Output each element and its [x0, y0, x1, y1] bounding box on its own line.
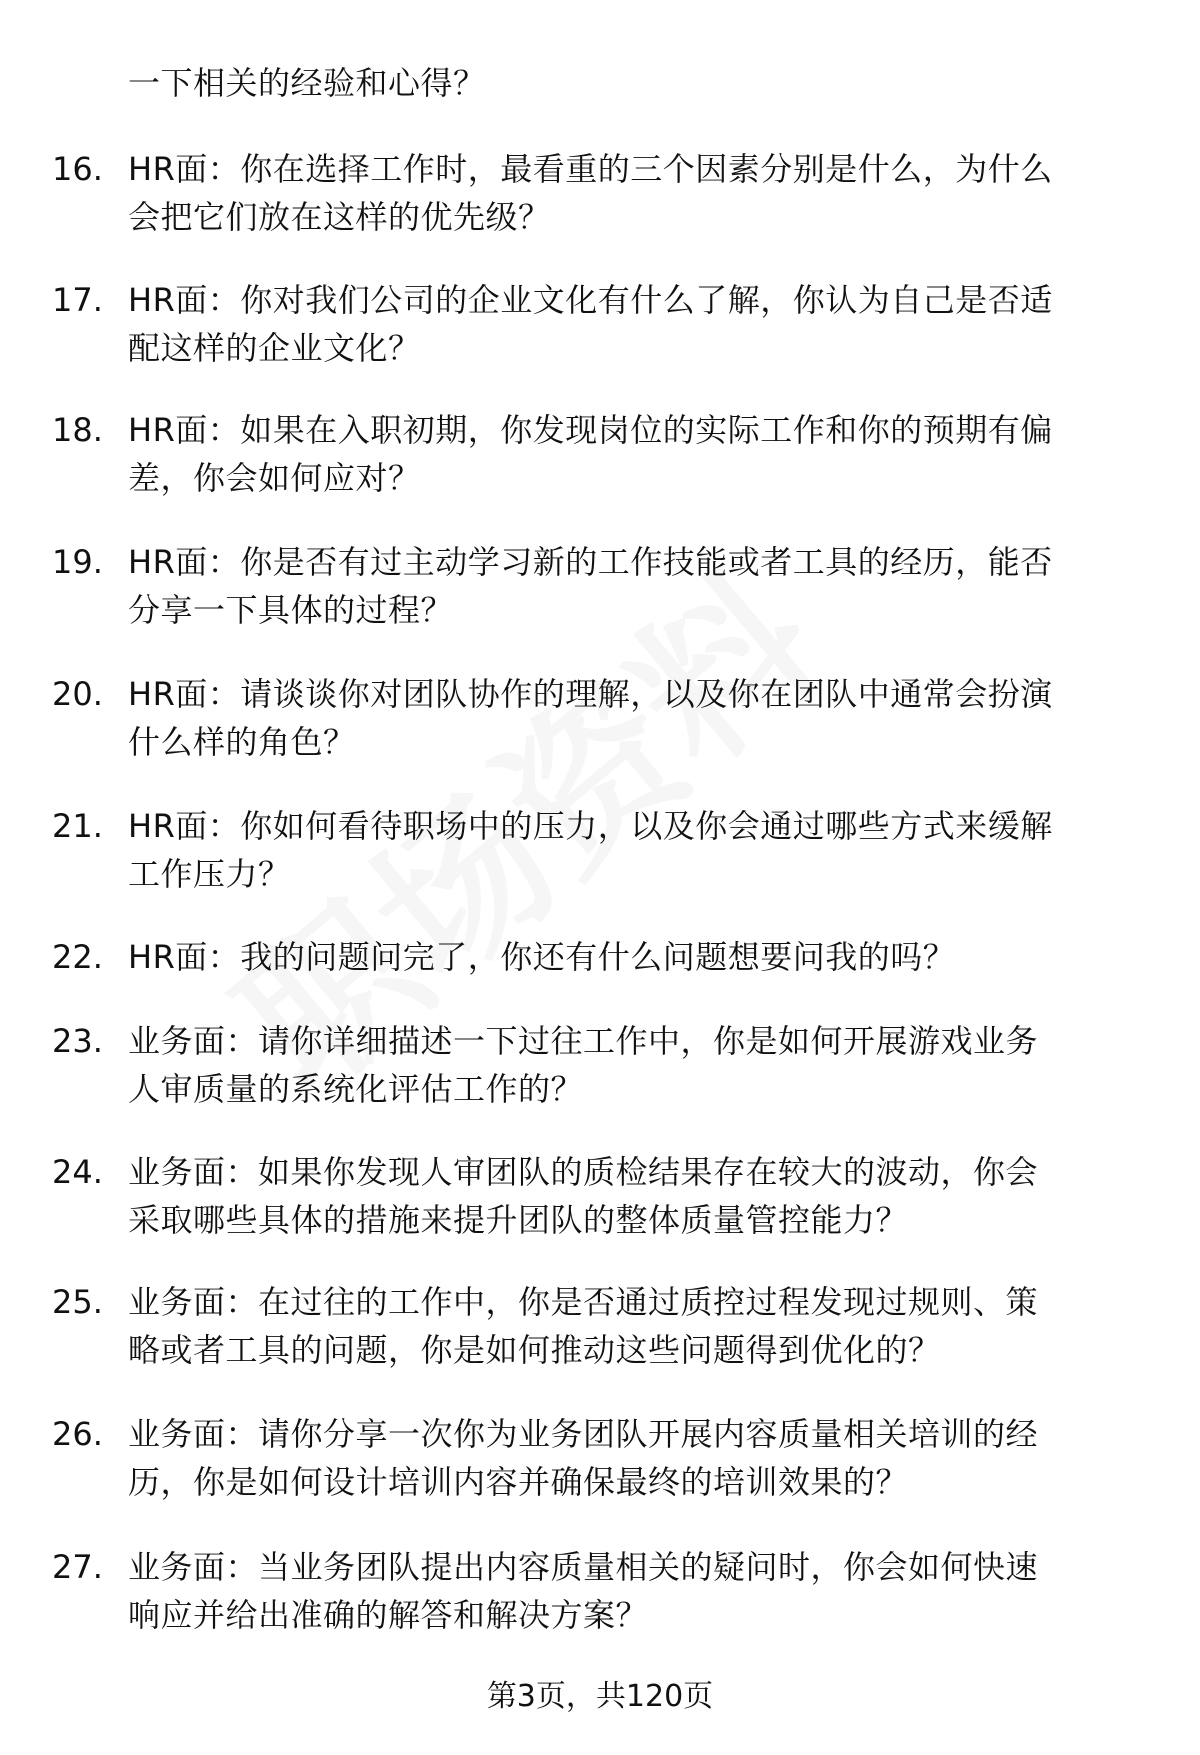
question-number: 27. — [52, 1548, 103, 1586]
question-number: 16. — [52, 150, 103, 188]
question-number: 21. — [52, 807, 103, 845]
question-text-line: HR面：请谈谈你对团队协作的理解，以及你在团队中通常会扮演 — [128, 675, 1053, 713]
question-text-line: HR面：你是否有过主动学习新的工作技能或者工具的经历，能否 — [128, 543, 1053, 581]
question-text-line: 历，你是如何设计培训内容并确保最终的培训效果的？ — [128, 1463, 909, 1501]
question-text-line: 什么样的角色？ — [128, 723, 356, 761]
page-footer: 第3页，共120页 — [486, 1679, 714, 1714]
question-text-line: 响应并给出准确的解答和解决方案？ — [128, 1596, 649, 1634]
question-text-line: 工作压力？ — [128, 855, 291, 893]
question-number: 18. — [52, 411, 103, 449]
question-number: 25. — [52, 1283, 103, 1321]
question-text-line: 分享一下具体的过程？ — [128, 591, 454, 629]
question-number: 19. — [52, 543, 103, 581]
question-text-line: 采取哪些具体的措施来提升团队的整体质量管控能力？ — [128, 1201, 909, 1239]
question-text-line: 业务面：在过往的工作中，你是否通过质控过程发现过规则、策 — [128, 1283, 1039, 1321]
question-text-line: HR面：我的问题问完了，你还有什么问题想要问我的吗？ — [128, 938, 956, 976]
question-number: 26. — [52, 1415, 103, 1453]
question-text-line: HR面：如果在入职初期，你发现岗位的实际工作和你的预期有偏 — [128, 411, 1053, 449]
question-text-line: 业务面：请你详细描述一下过往工作中，你是如何开展游戏业务 — [128, 1022, 1039, 1060]
question-text-line: 业务面：请你分享一次你为业务团队开展内容质量相关培训的经 — [128, 1415, 1039, 1453]
question-text-line: 会把它们放在这样的优先级？ — [128, 198, 551, 236]
question-number: 20. — [52, 675, 103, 713]
question-text-line: 业务面：如果你发现人审团队的质检结果存在较大的波动，你会 — [128, 1153, 1039, 1191]
question-number: 17. — [52, 281, 103, 319]
question-text-line: 业务面：当业务团队提出内容质量相关的疑问时，你会如何快速 — [128, 1548, 1039, 1586]
question-text-line: 配这样的企业文化？ — [128, 329, 421, 367]
question-text-line: 略或者工具的问题，你是如何推动这些问题得到优化的？ — [128, 1331, 941, 1369]
question-number: 24. — [52, 1153, 103, 1191]
continuation-text: 一下相关的经验和心得？ — [128, 64, 486, 102]
question-text-line: HR面：你在选择工作时，最看重的三个因素分别是什么，为什么 — [128, 150, 1053, 188]
question-text-line: 差，你会如何应对？ — [128, 459, 421, 497]
question-text-line: 人审质量的系统化评估工作的？ — [128, 1070, 584, 1108]
question-number: 23. — [52, 1022, 103, 1060]
question-number: 22. — [52, 938, 103, 976]
question-text-line: HR面：你对我们公司的企业文化有什么了解，你认为自己是否适 — [128, 281, 1053, 319]
question-text-line: HR面：你如何看待职场中的压力，以及你会通过哪些方式来缓解 — [128, 807, 1053, 845]
